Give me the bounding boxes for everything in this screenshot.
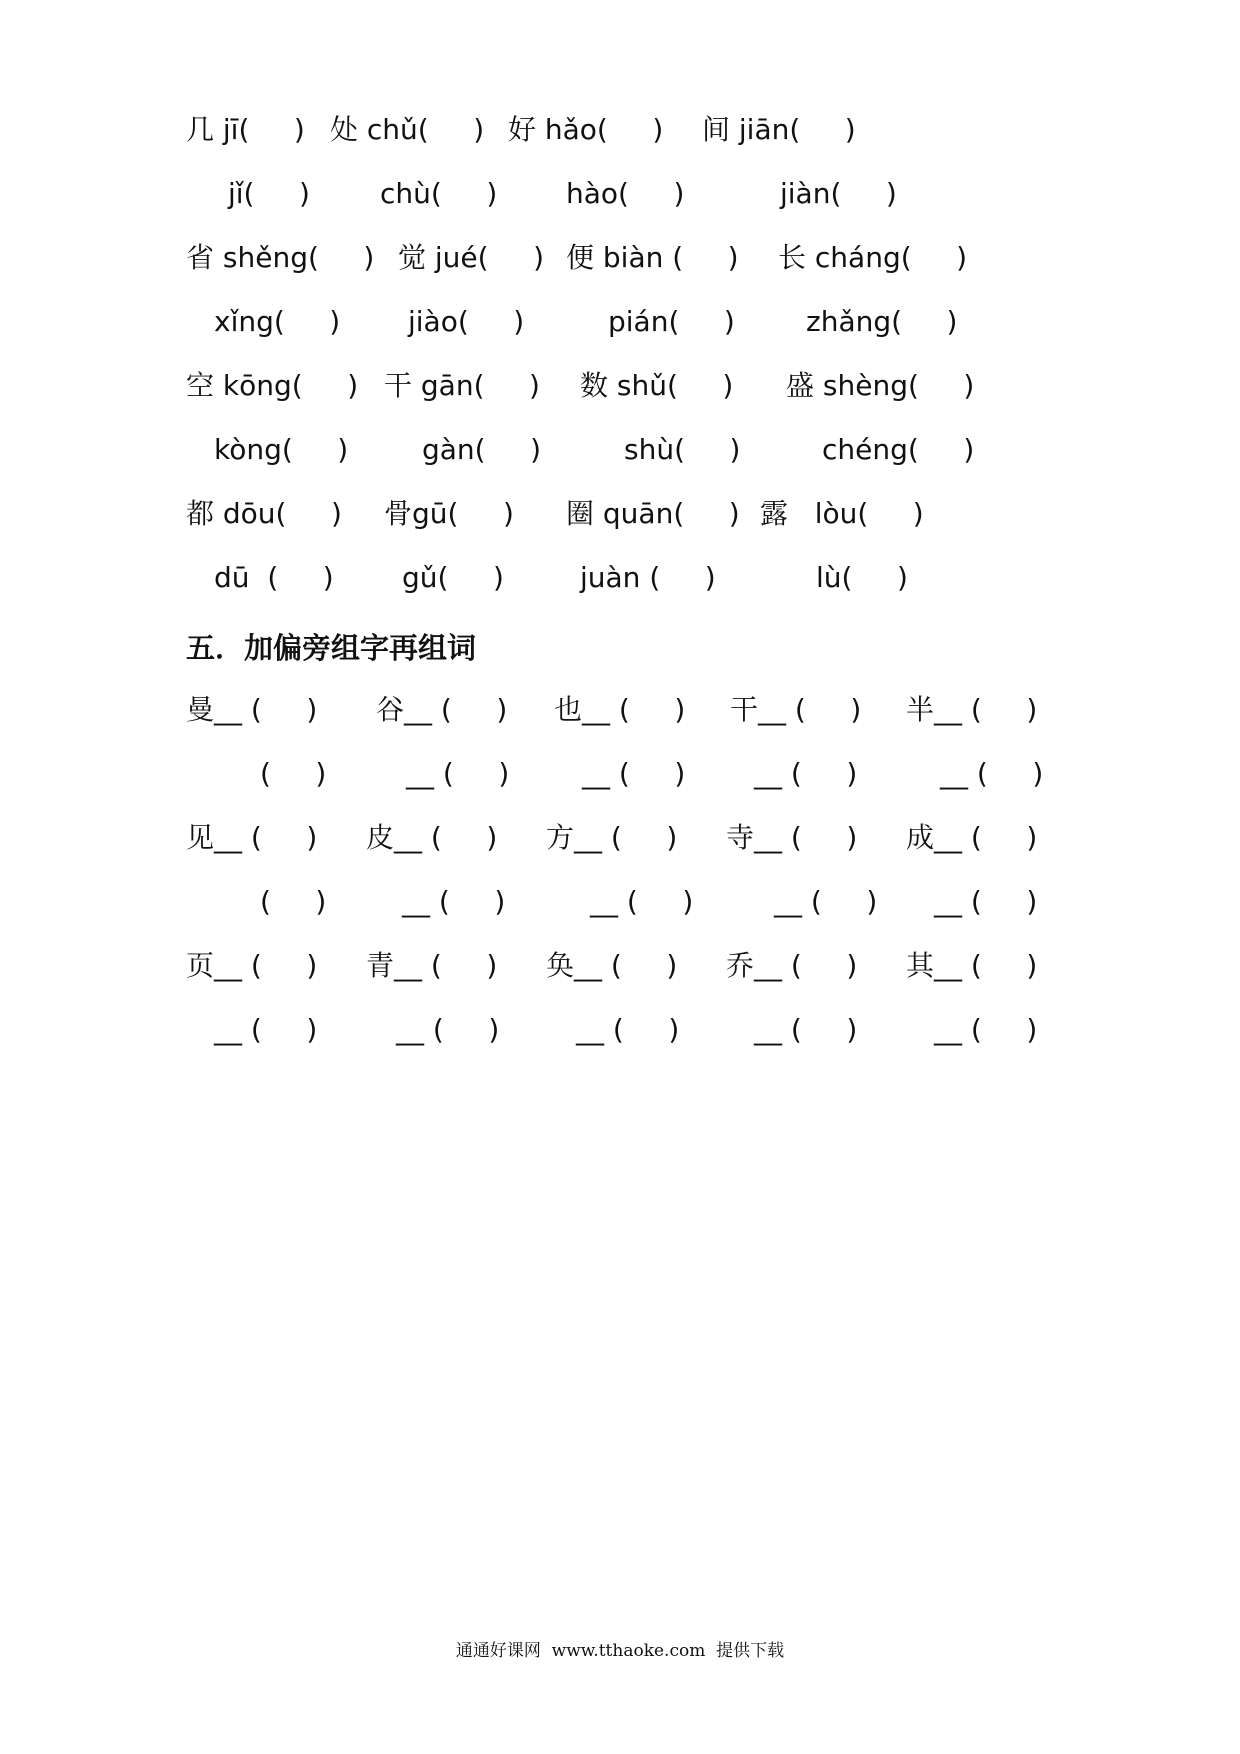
radical-item: 曼__ ( ) — [186, 693, 318, 726]
pinyin-item: 觉 jué( ) — [398, 241, 545, 274]
pinyin-item: 省 shěng( ) — [186, 241, 375, 274]
pinyin-item: 几 jī( ) — [186, 113, 305, 146]
radical-row — [0, 818, 1240, 868]
pinyin-row — [0, 366, 1240, 416]
radical-item: 其__ ( ) — [906, 949, 1038, 982]
pinyin-item: 都 dōu( ) — [186, 497, 342, 530]
pinyin-row — [0, 494, 1240, 544]
radical-item: 寺__ ( ) — [726, 821, 858, 854]
pinyin-row — [0, 430, 1240, 480]
pinyin-item: 数 shǔ( ) — [580, 369, 734, 402]
radical-item: 页__ ( ) — [186, 949, 318, 982]
pinyin-item: 露 lòu( ) — [760, 497, 924, 530]
pinyin-item: kòng( ) — [214, 433, 349, 466]
pinyin-item: 便 biàn ( ) — [566, 241, 739, 274]
radical-item: 见__ ( ) — [186, 821, 318, 854]
pinyin-item: 圈 quān( ) — [566, 497, 740, 530]
pinyin-item: lù( ) — [816, 561, 908, 594]
radical-item: __ ( ) — [934, 1013, 1038, 1046]
pinyin-item: chéng( ) — [822, 433, 975, 466]
radical-item: 也__ ( ) — [554, 693, 686, 726]
pinyin-item: 骨gū( ) — [384, 497, 514, 530]
pinyin-item: jiào( ) — [408, 305, 525, 338]
radical-item: 青__ ( ) — [366, 949, 498, 982]
radical-item: __ ( ) — [754, 1013, 858, 1046]
pinyin-row — [0, 238, 1240, 288]
pinyin-item: 间 jiān( ) — [702, 113, 856, 146]
radical-item: __ ( ) — [406, 757, 510, 790]
pinyin-item: 处 chǔ( ) — [330, 113, 485, 146]
radical-item: ( ) — [260, 885, 327, 918]
radical-item: __ ( ) — [582, 757, 686, 790]
radical-item: __ ( ) — [214, 1013, 318, 1046]
pinyin-item: 长 cháng( ) — [778, 241, 968, 274]
pinyin-item: pián( ) — [608, 305, 735, 338]
section-heading: 五．加偏旁组字再组词 — [186, 631, 477, 665]
pinyin-item: hào( ) — [566, 177, 685, 210]
pinyin-item: 干 gān( ) — [384, 369, 540, 402]
pinyin-item: jǐ( ) — [228, 177, 310, 210]
radical-item: __ ( ) — [940, 757, 1044, 790]
pinyin-item: juàn ( ) — [580, 561, 716, 594]
pinyin-item: xǐng( ) — [214, 305, 341, 338]
radical-item: __ ( ) — [934, 885, 1038, 918]
radical-item: 皮__ ( ) — [366, 821, 498, 854]
radical-item: ( ) — [260, 757, 327, 790]
radical-row — [0, 882, 1240, 932]
radical-item: __ ( ) — [402, 885, 506, 918]
radical-item: __ ( ) — [576, 1013, 680, 1046]
radical-item: __ ( ) — [590, 885, 694, 918]
radical-item: 半__ ( ) — [906, 693, 1038, 726]
radical-row — [0, 1010, 1240, 1060]
radical-item: __ ( ) — [396, 1013, 500, 1046]
radical-item: 奂__ ( ) — [546, 949, 678, 982]
radical-item: __ ( ) — [754, 757, 858, 790]
radical-row — [0, 946, 1240, 996]
pinyin-item: 好 hǎo( ) — [508, 113, 664, 146]
pinyin-row — [0, 558, 1240, 608]
pinyin-item: jiàn( ) — [780, 177, 897, 210]
radical-item: 方__ ( ) — [546, 821, 678, 854]
radical-item: 谷__ ( ) — [376, 693, 508, 726]
pinyin-item: 空 kōng( ) — [186, 369, 359, 402]
pinyin-item: zhǎng( ) — [806, 305, 958, 338]
pinyin-item: chù( ) — [380, 177, 498, 210]
pinyin-item: gǔ( ) — [402, 561, 504, 594]
footer-text: 通通好课网 www.tthaoke.com 提供下载 — [455, 1641, 785, 1661]
pinyin-row — [0, 174, 1240, 224]
radical-item: __ ( ) — [774, 885, 878, 918]
radical-item: 成__ ( ) — [906, 821, 1038, 854]
pinyin-item: shù( ) — [624, 433, 741, 466]
radical-row — [0, 690, 1240, 740]
pinyin-item: dū ( ) — [214, 561, 334, 594]
pinyin-item: gàn( ) — [422, 433, 542, 466]
pinyin-row — [0, 110, 1240, 160]
radical-row — [0, 754, 1240, 804]
pinyin-item: 盛 shèng( ) — [786, 369, 975, 402]
radical-item: 乔__ ( ) — [726, 949, 858, 982]
pinyin-row — [0, 302, 1240, 352]
radical-item: 干__ ( ) — [730, 693, 862, 726]
